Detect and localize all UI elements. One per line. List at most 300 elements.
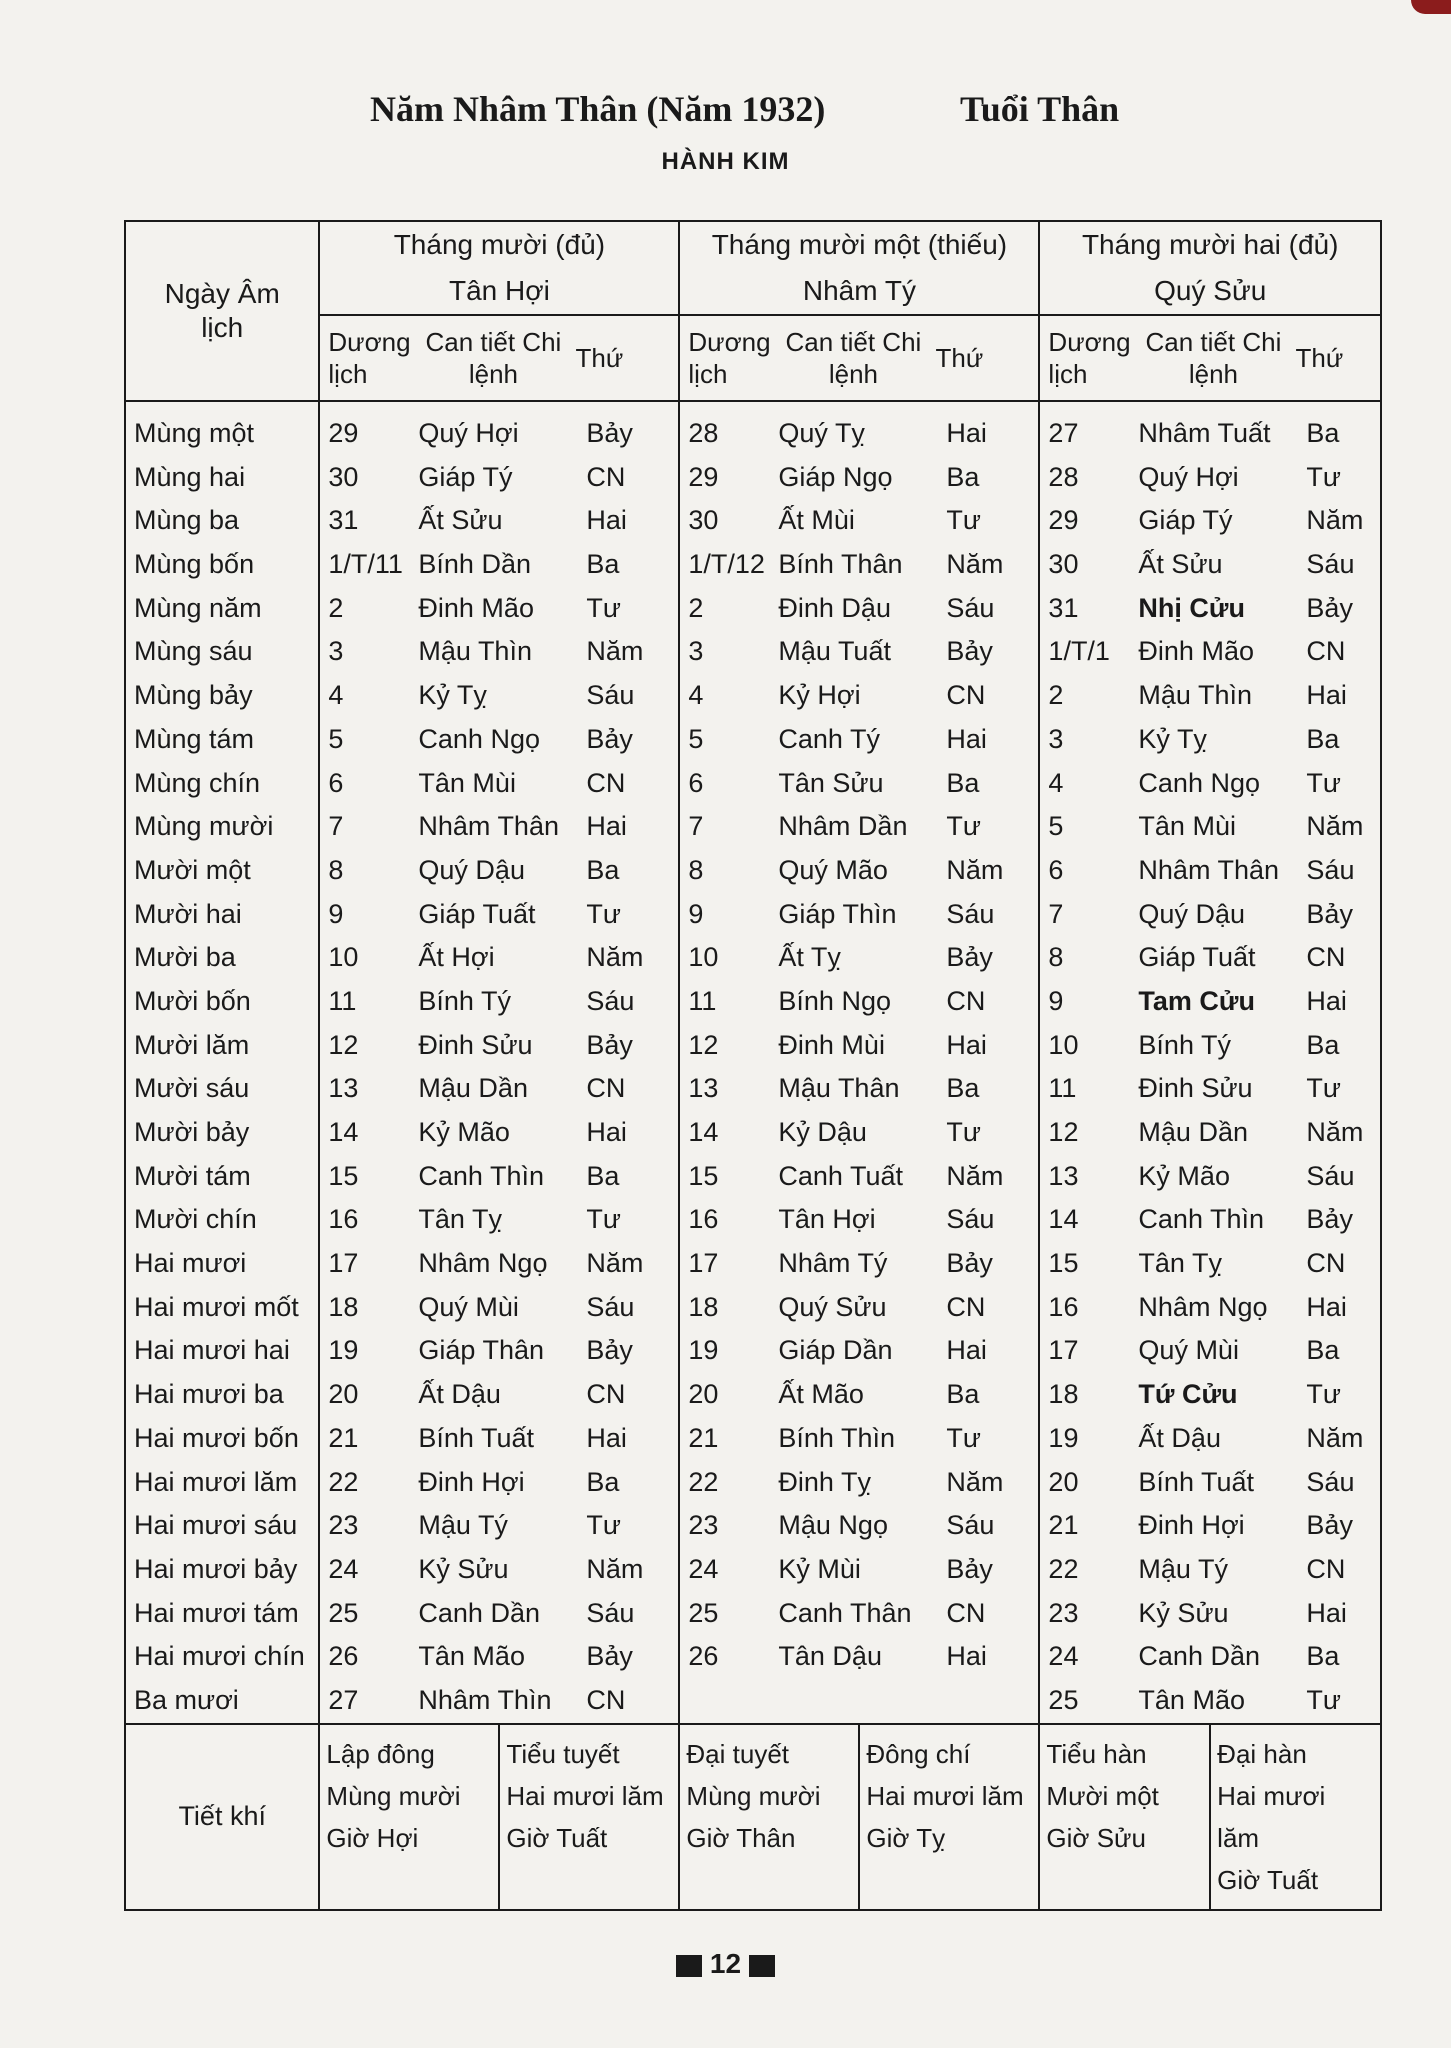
table-row: [1040, 456, 1380, 500]
solar-date: 9: [688, 898, 704, 929]
solar-date: 27: [1048, 418, 1079, 448]
month-column: [319, 401, 679, 1724]
solar-date: 23: [328, 1510, 359, 1541]
canchi-value: Quý Mùi: [418, 1291, 519, 1322]
weekday-value: Năm: [946, 1160, 1004, 1191]
subheader-weekday: Thứ: [1295, 343, 1344, 373]
sub-header: [679, 315, 1039, 401]
weekday-value: Hai: [1306, 1597, 1347, 1628]
lunar-day-label: Mười sáu: [134, 1073, 250, 1104]
canchi-value: Giáp Tý: [418, 461, 513, 492]
table-row: [1040, 1198, 1380, 1242]
weekday-value: Ba: [946, 1379, 980, 1410]
solar-date: 1/T/1: [1048, 636, 1110, 667]
weekday-value: Tư: [1306, 1379, 1341, 1410]
tiet-khi-line: Mùng mười: [686, 1780, 821, 1811]
canchi-value: Kỷ Mão: [1138, 1160, 1230, 1191]
canchi-value: Mậu Tuất: [778, 636, 891, 667]
lunar-day-label: Mùng một: [134, 418, 255, 448]
canchi-value: Ất Sửu: [1138, 549, 1223, 580]
table-row: [320, 936, 678, 980]
solar-date: 2: [1048, 680, 1064, 711]
table-row: [1040, 893, 1380, 937]
day-names-column: [125, 401, 319, 1724]
weekday-value: Bảy: [586, 418, 633, 448]
weekday-value: Ba: [586, 1466, 620, 1497]
canchi-value: Mậu Thìn: [1138, 680, 1252, 711]
solar-date: 19: [328, 1335, 359, 1366]
weekday-value: Năm: [946, 549, 1004, 580]
solar-date: 7: [1048, 898, 1064, 929]
table-row: [320, 1635, 678, 1679]
lunar-day-label: Mười một: [134, 854, 251, 885]
lunar-day-label: Hai mươi bốn: [134, 1422, 299, 1453]
subheader-solar: Dương lịch: [328, 327, 411, 389]
canchi-value: Kỷ Mùi: [778, 1553, 861, 1584]
weekday-value: Sáu: [1306, 854, 1355, 885]
table-row: [680, 1635, 1038, 1679]
solar-date: 2: [328, 592, 344, 623]
table-row: [680, 543, 1038, 587]
tiet-khi-line: Hai mươi lăm: [1217, 1780, 1326, 1853]
tiet-khi-line: Mười một: [1046, 1780, 1159, 1811]
table-row: [680, 1548, 1038, 1592]
table-row: [320, 1417, 678, 1461]
tiet-khi-entry: [859, 1724, 1039, 1910]
weekday-value: Năm: [586, 1248, 644, 1279]
table-row: [1040, 499, 1380, 543]
canchi-value: Giáp Ngọ: [778, 461, 893, 492]
weekday-value: Bảy: [946, 942, 993, 973]
weekday-value: Hai: [946, 1029, 987, 1060]
canchi-value: Tân Hợi: [778, 1204, 876, 1235]
canchi-value: Nhâm Thân: [418, 811, 559, 842]
lunar-calendar-table: [124, 220, 1382, 1911]
tiet-khi-line: Hai mươi lăm: [866, 1780, 1024, 1811]
solar-date: 18: [688, 1291, 719, 1322]
sub-header: [1039, 315, 1381, 401]
solar-date: 15: [1048, 1248, 1079, 1279]
solar-date: 9: [328, 898, 344, 929]
canchi-value: Đinh Hợi: [418, 1466, 525, 1497]
solar-date: 17: [688, 1248, 719, 1279]
lunar-day-label: Mười bốn: [134, 985, 251, 1016]
canchi-value: Mậu Ngọ: [778, 1510, 888, 1541]
weekday-value: CN: [586, 1684, 626, 1715]
lunar-day-label: Hai mươi sáu: [134, 1510, 298, 1541]
weekday-value: CN: [946, 1291, 986, 1322]
lunar-day-label: Mùng hai: [134, 461, 246, 492]
table-row: [1040, 1024, 1380, 1068]
tiet-khi-line: Đại tuyết: [686, 1738, 790, 1769]
canchi-value: Ất Mão: [778, 1379, 864, 1410]
lunar-day-label: Mùng chín: [134, 767, 261, 798]
canchi-value: Ất Sửu: [418, 505, 503, 536]
weekday-value: Ba: [946, 767, 980, 798]
subheader-canchi: Can tiết Chi lệnh: [785, 327, 922, 389]
weekday-value: Sáu: [1306, 549, 1355, 580]
tiet-khi-line: Giờ Thân: [686, 1822, 796, 1853]
table-row: [680, 762, 1038, 806]
solar-date: 28: [688, 418, 719, 448]
solar-date: 21: [1048, 1510, 1079, 1541]
weekday-value: Tư: [946, 1117, 981, 1147]
weekday-value: CN: [1306, 942, 1346, 973]
table-row: [1040, 1242, 1380, 1286]
table-row: [1040, 1592, 1380, 1636]
solar-date: 8: [1048, 942, 1064, 973]
table-row: [320, 1592, 678, 1636]
canchi-value: Nhâm Tuất: [1138, 418, 1271, 448]
tiet-khi-entry: [679, 1724, 859, 1910]
solar-date: 25: [328, 1597, 359, 1628]
weekday-value: Sáu: [1306, 1160, 1355, 1191]
table-row: [680, 805, 1038, 849]
weekday-value: Hai: [586, 1422, 627, 1453]
canchi-value: Giáp Dần: [778, 1335, 893, 1366]
solar-date: 31: [328, 505, 359, 536]
solar-date: 13: [688, 1073, 719, 1104]
table-row: [320, 762, 678, 806]
solar-date: 8: [688, 854, 704, 885]
weekday-value: Bảy: [946, 1248, 993, 1279]
weekday-value: Năm: [1306, 1422, 1364, 1453]
canchi-value: Quý Tỵ: [778, 418, 865, 448]
solar-date: 16: [328, 1204, 359, 1235]
lunar-day-label: Mười bảy: [134, 1117, 250, 1147]
solar-date: 10: [1048, 1029, 1079, 1060]
lunar-day-label: Hai mươi tám: [134, 1597, 299, 1628]
table-row: [680, 718, 1038, 762]
weekday-value: Ba: [946, 1073, 980, 1104]
table-row: [1040, 630, 1380, 674]
solar-date: 10: [688, 942, 719, 973]
canchi-value: Tân Sửu: [778, 767, 884, 798]
weekday-value: Hai: [1306, 1291, 1347, 1322]
canchi-value: Đinh Tỵ: [778, 1466, 871, 1497]
lunar-day-label: Hai mươi chín: [134, 1641, 305, 1672]
canchi-value: Quý Mão: [778, 854, 888, 885]
canchi-value: Canh Dần: [418, 1597, 540, 1628]
solar-date: 7: [688, 811, 704, 842]
tiet-khi-line: Mùng mười: [326, 1780, 461, 1811]
table-row: [680, 1373, 1038, 1417]
month-header: Tháng mười (đủ) Tân Hợi: [319, 221, 679, 315]
canchi-value: Bính Thân: [778, 549, 903, 580]
solar-date: 26: [328, 1641, 359, 1672]
solar-date: 9: [1048, 985, 1064, 1016]
canchi-value: Bính Ngọ: [778, 985, 891, 1016]
solar-date: 14: [328, 1117, 359, 1147]
table-row: [320, 412, 678, 456]
ornament-icon: [676, 1955, 702, 1977]
weekday-value: Sáu: [946, 592, 995, 623]
canchi-value: Mậu Dần: [418, 1073, 528, 1104]
table-row: [320, 849, 678, 893]
table-row: [1040, 762, 1380, 806]
lunar-day-label: Ba mươi: [134, 1684, 239, 1715]
table-row: [1040, 1417, 1380, 1461]
lunar-day-label: Mùng ba: [134, 505, 240, 536]
canchi-value: Canh Thìn: [1138, 1204, 1265, 1235]
canchi-value: Đinh Mão: [418, 592, 534, 623]
table-row: [680, 849, 1038, 893]
lunar-day-label: Mười lăm: [134, 1029, 250, 1060]
table-row: [320, 1548, 678, 1592]
table-row: [1040, 412, 1380, 456]
solar-date: 6: [1048, 854, 1064, 885]
tiet-khi-entry: [499, 1724, 679, 1910]
table-row: [680, 1111, 1038, 1155]
solar-date: 13: [1048, 1160, 1079, 1191]
weekday-value: Ba: [586, 854, 620, 885]
canchi-value: Nhâm Thìn: [418, 1684, 552, 1715]
weekday-value: Năm: [586, 636, 644, 667]
tiet-khi-line: Giờ Hợi: [326, 1822, 419, 1853]
canchi-value: Giáp Tuất: [1138, 942, 1256, 973]
table-row: [320, 1461, 678, 1505]
solar-date: 23: [1048, 1597, 1079, 1628]
weekday-value: Hai: [946, 1335, 987, 1366]
weekday-value: Ba: [1306, 723, 1340, 754]
table-row: [320, 1024, 678, 1068]
solar-date: 3: [328, 636, 344, 667]
table-row: [1040, 1635, 1380, 1679]
tiet-khi-entry: [1039, 1724, 1210, 1910]
tiet-khi-entry: [319, 1724, 499, 1910]
canchi-value: Nhâm Thân: [1138, 854, 1279, 885]
weekday-value: Hai: [1306, 680, 1347, 711]
solar-date: 7: [328, 811, 344, 842]
table-row: [680, 1417, 1038, 1461]
table-row: [680, 412, 1038, 456]
canchi-value: Ất Mùi: [778, 505, 855, 536]
tiet-khi-line: Giờ Sửu: [1046, 1822, 1146, 1853]
solar-date: 4: [1048, 767, 1064, 798]
canchi-value: Canh Tý: [778, 723, 880, 754]
canchi-value: Mậu Thìn: [418, 636, 532, 667]
canchi-value: Kỷ Tỵ: [418, 680, 487, 711]
solar-date: 10: [328, 942, 359, 973]
weekday-value: Hai: [586, 505, 627, 536]
canchi-value: Kỷ Dậu: [778, 1117, 867, 1147]
tiet-khi-line: Tiểu tuyết: [506, 1738, 620, 1769]
canchi-value: Giáp Tý: [1138, 505, 1233, 536]
weekday-value: CN: [586, 1379, 626, 1410]
solar-date: 18: [1048, 1379, 1079, 1410]
canchi-value: Tân Mùi: [418, 767, 516, 798]
canchi-value: Đinh Sửu: [418, 1029, 533, 1060]
table-row: [680, 1504, 1038, 1548]
lunar-day-label: Hai mươi bảy: [134, 1553, 298, 1584]
lunar-day-label: Hai mươi lăm: [134, 1466, 298, 1497]
table-row: [1040, 1329, 1380, 1373]
table-row: [320, 1111, 678, 1155]
table-row: [680, 630, 1038, 674]
ornament-icon: [749, 1955, 775, 1977]
month-header: Tháng mười một (thiếu) Nhâm Tý: [679, 221, 1039, 315]
table-row: [1040, 805, 1380, 849]
canchi-value: Kỷ Sửu: [1138, 1597, 1229, 1628]
canchi-value: Canh Dần: [1138, 1641, 1261, 1672]
weekday-value: Sáu: [946, 1510, 995, 1541]
table-row: [680, 1067, 1038, 1111]
canchi-value: Mậu Dần: [1138, 1117, 1248, 1147]
solar-date: 5: [688, 723, 704, 754]
solar-date: 5: [328, 723, 344, 754]
solar-date: 13: [328, 1073, 359, 1104]
weekday-value: Hai: [946, 1641, 987, 1672]
canchi-value: Quý Mùi: [1138, 1335, 1239, 1366]
canchi-value: Ất Dậu: [1138, 1422, 1221, 1453]
canchi-value: Mậu Tý: [1138, 1553, 1228, 1584]
solar-date: 6: [688, 767, 704, 798]
solar-date: 17: [328, 1248, 359, 1279]
canchi-value: Kỷ Hợi: [778, 680, 861, 711]
weekday-value: CN: [946, 985, 986, 1016]
weekday-value: Tư: [586, 1510, 621, 1541]
canchi-value: Quý Sửu: [778, 1291, 887, 1322]
table-row: [680, 1286, 1038, 1330]
table-row: [1040, 1461, 1380, 1505]
solar-date: 18: [328, 1291, 359, 1322]
solar-date: 23: [688, 1510, 719, 1541]
solar-date: 27: [328, 1684, 359, 1715]
table-row: [680, 1024, 1038, 1068]
solar-date: 30: [328, 461, 359, 492]
table-row: [680, 1155, 1038, 1199]
subheader-weekday: Thứ: [575, 343, 624, 373]
solar-date: 19: [688, 1335, 719, 1366]
tiet-khi-line: Lập đông: [326, 1738, 435, 1769]
table-row: [320, 805, 678, 849]
lunar-day-label: Mười hai: [134, 898, 242, 929]
solar-date: 16: [688, 1204, 719, 1235]
table-row: [680, 893, 1038, 937]
weekday-value: Tư: [946, 811, 981, 842]
canchi-value: Bính Tuất: [418, 1422, 534, 1453]
canchi-value: Nhâm Tý: [778, 1248, 888, 1279]
solar-date: 12: [688, 1029, 719, 1060]
weekday-value: Bảy: [1306, 592, 1353, 623]
weekday-value: Tư: [946, 505, 981, 536]
lunar-day-label: Mùng năm: [134, 592, 262, 623]
canchi-value: Tân Mão: [418, 1641, 525, 1672]
table-row: [1040, 1111, 1380, 1155]
canchi-value: Bính Tuất: [1138, 1466, 1255, 1497]
table-row: [320, 674, 678, 718]
lunar-day-label: Mùng mười: [134, 811, 274, 842]
table-row: [320, 718, 678, 762]
table-row: [1040, 980, 1380, 1024]
lunar-day-label: Mười tám: [134, 1160, 251, 1191]
tiet-khi-line: Hai mươi lăm: [506, 1780, 664, 1811]
subheader-solar: Dương lịch: [1048, 327, 1131, 389]
table-row: [320, 1679, 678, 1723]
lunar-day-label: Mùng tám: [134, 723, 255, 754]
tiet-khi-line: Đông chí: [866, 1738, 971, 1769]
weekday-value: Hai: [586, 1117, 627, 1147]
weekday-value: Bảy: [946, 1553, 993, 1584]
table-row: [320, 1504, 678, 1548]
weekday-value: Bảy: [586, 723, 633, 754]
tiet-khi-label: Tiết khí: [125, 1724, 319, 1910]
table-row: [680, 456, 1038, 500]
canchi-value: Mậu Thân: [778, 1073, 900, 1104]
weekday-value: Tư: [586, 1204, 621, 1235]
weekday-value: Ba: [586, 549, 620, 580]
solar-date: 1/T/11: [328, 549, 403, 580]
solar-date: 15: [688, 1160, 719, 1191]
table-row: [1040, 1155, 1380, 1199]
title-year: Năm Nhâm Thân (Năm 1932): [370, 89, 826, 129]
tiet-khi-line: Giờ Tuất: [506, 1822, 608, 1853]
canchi-value: Kỷ Sửu: [418, 1553, 509, 1584]
page-corner-mark: [1411, 0, 1451, 14]
table-row: [680, 980, 1038, 1024]
tiet-khi-line: Giờ Tỵ: [866, 1822, 946, 1853]
table-row: [680, 1592, 1038, 1636]
canchi-value: Đinh Dậu: [778, 592, 891, 623]
canchi-value: Tam Cửu: [1138, 985, 1255, 1016]
solar-date: 19: [1048, 1422, 1079, 1453]
lunar-day-label: Hai mươi: [134, 1248, 247, 1279]
canchi-value: Kỷ Mão: [418, 1117, 510, 1147]
weekday-value: Bảy: [586, 1641, 633, 1672]
solar-date: 30: [688, 505, 719, 536]
canchi-value: Quý Dậu: [418, 854, 525, 885]
tiet-khi-line: Tiểu hàn: [1046, 1738, 1147, 1769]
weekday-value: Hai: [586, 811, 627, 842]
tiet-khi-line: Giờ Tuất: [1217, 1864, 1319, 1895]
table-row: [680, 936, 1038, 980]
solar-date: 21: [328, 1422, 359, 1453]
solar-date: 24: [688, 1553, 719, 1584]
table-row: [680, 1329, 1038, 1373]
weekday-value: Sáu: [946, 898, 995, 929]
canchi-value: Tân Tỵ: [418, 1204, 502, 1235]
weekday-value: Hai: [1306, 985, 1347, 1016]
table-row: [320, 1373, 678, 1417]
solar-date: 24: [328, 1553, 359, 1584]
month-header: Tháng mười hai (đủ) Quý Sửu: [1039, 221, 1381, 315]
canchi-value: Giáp Thìn: [778, 898, 897, 929]
title-age: Tuổi Thân: [960, 89, 1120, 129]
tiet-khi-entry: [1210, 1724, 1381, 1910]
table-row: [1040, 1373, 1380, 1417]
lunar-day-label: Mùng bảy: [134, 680, 253, 711]
weekday-value: CN: [1306, 1553, 1346, 1584]
solar-date: 31: [1048, 592, 1079, 623]
weekday-value: Sáu: [586, 1291, 635, 1322]
canchi-value: Nhị Cửu: [1138, 592, 1245, 623]
weekday-value: Bảy: [1306, 1510, 1353, 1541]
canchi-value: Canh Thìn: [418, 1160, 544, 1191]
canchi-value: Bính Tý: [418, 985, 511, 1016]
solar-date: 24: [1048, 1641, 1079, 1672]
canchi-value: Đinh Sửu: [1138, 1073, 1253, 1104]
canchi-value: Quý Dậu: [1138, 898, 1245, 929]
canchi-value: Tân Dậu: [778, 1641, 882, 1672]
weekday-value: Tư: [586, 592, 621, 623]
canchi-value: Tân Mão: [1138, 1684, 1245, 1715]
weekday-value: Năm: [946, 854, 1004, 885]
page-number: 12: [709, 1948, 742, 1979]
weekday-value: Năm: [586, 1553, 644, 1584]
lunar-day-label: Hai mươi mốt: [134, 1291, 299, 1322]
solar-date: 4: [328, 680, 344, 711]
weekday-value: CN: [1306, 636, 1346, 667]
